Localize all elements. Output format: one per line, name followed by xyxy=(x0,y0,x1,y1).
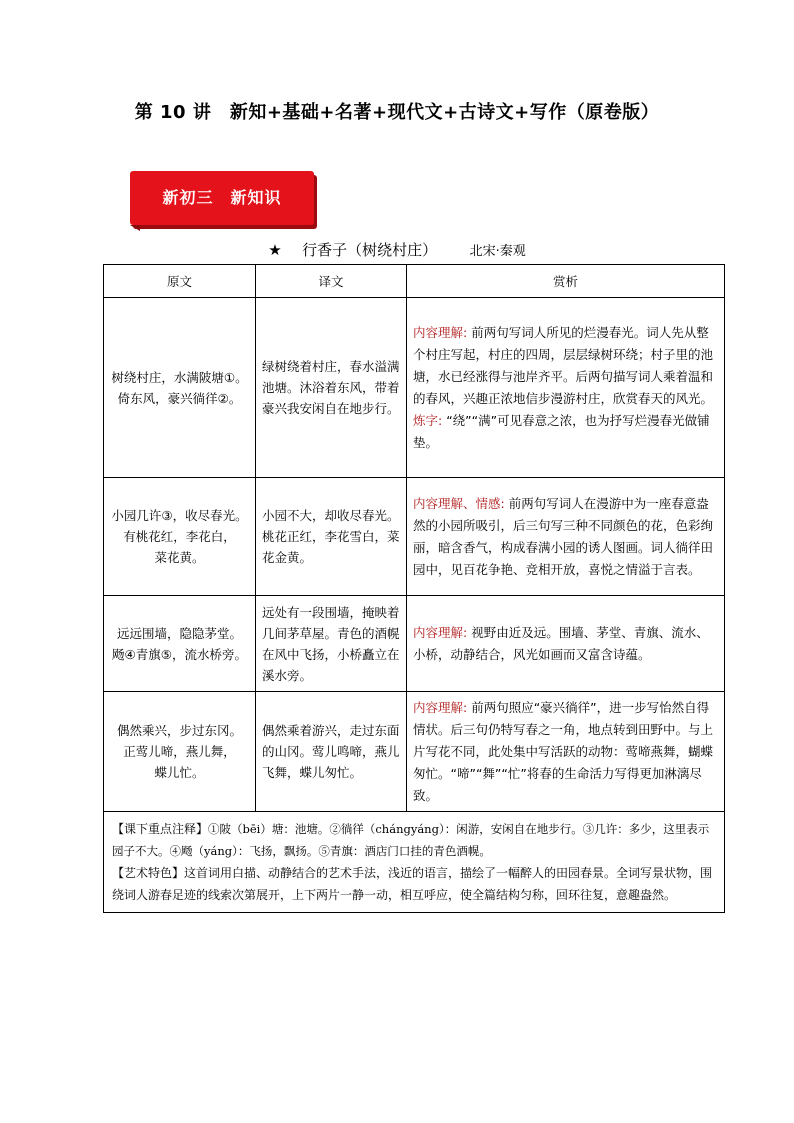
analysis-paragraph xyxy=(413,493,718,581)
poem-author: 北宋·秦观 xyxy=(469,244,526,259)
art-features-text: 这首词用白描、动静结合的艺术手法，浅近的语言，描绘了一幅醉人的田园春景。全词写景状物，围绕词人游春足迹的线索次第展开，上下两片一静一动，相互呼应，使全篇结构匀称，回环往复，意趣盎然。 xyxy=(112,866,713,902)
analysis-cell xyxy=(407,478,725,596)
original-line: 菜花黄。 xyxy=(154,550,205,565)
original-line: 飏④青旗⑤，流水桥旁。 xyxy=(112,646,247,662)
analysis-label: 内容理解: xyxy=(413,324,468,340)
art-features-label: 【艺术特色】 xyxy=(112,866,185,880)
analysis-paragraph xyxy=(413,697,718,807)
table-header-row xyxy=(104,265,725,298)
analysis-label: 内容理解、情感: xyxy=(413,495,505,511)
poem-heading xyxy=(0,239,794,260)
analysis-text: 前两句照应“豪兴徜徉”，进一步写怡然自得情状。后三句仍特写春之一角，地点转到田野中。与上片写花不同，此处集中写活跃的动物：莺啼燕舞，蝴蝶匆忙。“啼”“舞”“忙”将春的生命活力写得更加淋漓尽致。 xyxy=(413,699,714,803)
analysis-label: 炼字: xyxy=(413,412,443,428)
analysis-paragraph xyxy=(413,322,718,410)
notes-cell xyxy=(104,812,725,913)
original-cell xyxy=(104,692,256,812)
header-analysis: 赏析 xyxy=(407,265,725,298)
analysis-text: 前两句写词人所见的烂漫春光。词人先从整个村庄写起，村庄的四周，层层绿树环绕；村子里的池塘，水已经涨得与池岸齐平。后两句描写词人乘着温和的春风，兴趣正浓地信步漫游村庄，欣赏春天的风光。 xyxy=(413,324,714,406)
analysis-cell xyxy=(407,298,725,478)
translation-cell: 远处有一段围墙，掩映着几间茅草屋。青色的酒幌在风中飞扬，小桥矗立在溪水旁。 xyxy=(256,596,407,692)
poem-table xyxy=(103,264,725,913)
translation-cell: 小园不大，却收尽春光。桃花正红，李花雪白，菜花金黄。 xyxy=(256,478,407,596)
original-line: 正莺儿啼，燕儿舞， xyxy=(123,744,236,759)
original-cell xyxy=(104,478,256,596)
header-translation: 译文 xyxy=(256,265,407,298)
notes-text: ①陂（bēi）塘：池塘。②徜徉（chángyáng）：闲游，安闲自在地步行。③几许：多少，这里表示园子不大。④飏（yáng）：飞扬，飘扬。⑤青旗：酒店门口挂的青色酒幌。 xyxy=(112,822,710,858)
analysis-cell xyxy=(407,596,725,692)
analysis-cell xyxy=(407,692,725,812)
analysis-paragraph xyxy=(413,622,718,666)
page-title: 第 10 讲 新知+基础+名著+现代文+古诗文+写作（原卷版） xyxy=(134,102,660,123)
notes-row xyxy=(104,812,725,913)
header-original: 原文 xyxy=(104,265,256,298)
table-row xyxy=(104,596,725,692)
poem-title: 行香子（树绕村庄） xyxy=(302,241,438,259)
original-line: 远远围墙，隐隐茅堂。 xyxy=(116,625,242,641)
section-banner-label: 新初三 新知识 xyxy=(162,188,282,207)
original-line: 有桃花红，李花白， xyxy=(123,529,236,544)
table-row xyxy=(104,298,725,478)
original-line: 小园几许③，收尽春光。 xyxy=(111,508,248,523)
analysis-paragraph xyxy=(413,410,718,454)
original-line: 树绕村庄，水满陂塘①。 xyxy=(111,369,248,385)
analysis-label: 内容理解: xyxy=(413,624,468,640)
original-line: 偶然乘兴，步过东冈。 xyxy=(116,723,242,738)
original-cell xyxy=(104,298,256,478)
translation-cell: 绿树绕着村庄，春水溢满池塘。沐浴着东风，带着豪兴我安闲自在地步行。 xyxy=(256,298,407,478)
banner-fold xyxy=(130,225,140,231)
notes-annotations xyxy=(112,818,716,862)
section-banner xyxy=(130,171,314,225)
table-row xyxy=(104,478,725,596)
analysis-text: 前两句写词人在漫游中为一座春意盎然的小园所吸引，后三句写三种不同颜色的花，色彩绚丽，暗含香气，构成春满小园的诱人图画。词人徜徉田园中，见百花争艳、竞相开放，喜悦之情溢于言表。 xyxy=(413,495,714,577)
notes-art-features xyxy=(112,862,716,906)
star-icon: ★ xyxy=(268,241,282,259)
translation-cell: 偶然乘着游兴，走过东面的山冈。莺儿鸣啼，燕儿飞舞，蝶儿匆忙。 xyxy=(256,692,407,812)
analysis-text: 视野由近及远。围墙、茅堂、青旗、流水、小桥，动静结合，风光如画而又富含诗蕴。 xyxy=(413,624,709,662)
notes-label: 【课下重点注释】 xyxy=(112,822,209,836)
original-cell xyxy=(104,596,256,692)
original-line: 蝶儿忙。 xyxy=(154,765,205,780)
table-row xyxy=(104,692,725,812)
analysis-label: 内容理解: xyxy=(413,699,468,715)
original-line: 倚东风，豪兴徜徉②。 xyxy=(117,390,242,406)
analysis-text: “绕”“满”可见春意之浓，也为抒写烂漫春光做铺垫。 xyxy=(413,412,710,450)
